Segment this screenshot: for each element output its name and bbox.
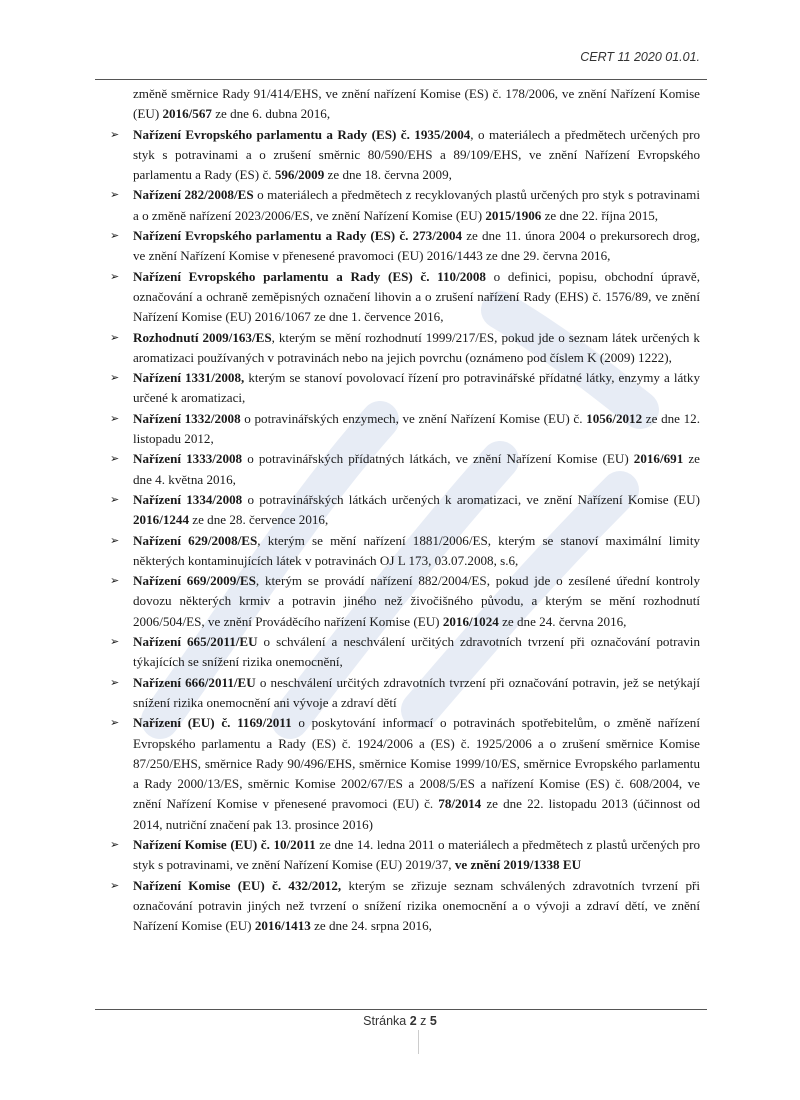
regulation-reference: Nařízení 282/2008/ES [133,187,254,203]
arrow-bullet-icon: ➢ [110,411,120,425]
regulation-reference: Nařízení 1333/2008 [133,451,243,467]
regulation-text: kterým se zřizuje seznam schválených zdravotních tvrzení při označování potravin jiných než tvrzení o snížení rizika onemocnění a o vývoji a zdraví dětí, ve znění Nařízení Komise (EU) [133,877,701,934]
list-item [110,571,700,632]
regulation-text: o potravinářských látkách určených k aromatizaci, ve znění Nařízení Komise (EU) [242,491,700,507]
regulation-text: o neschválení určitých zdravotních tvrzení při označování potravin, jež se netýkají snížení rizika onemocnění ani vývoje a zdraví dětí [133,674,700,710]
list-item [110,632,700,673]
regulation-text: kterým se stanoví povolovací řízení pro potravinářské přídatné látky, enzymy a látky určené k aromatizaci, [133,370,701,406]
arrow-bullet-icon: ➢ [110,452,120,466]
arrow-bullet-icon: ➢ [110,837,120,851]
regulation-text: ze dne 14. ledna 2011 o materiálech a předmětech z plastů určených pro styk s potravinami, ve znění Nařízení Komise (EU) 2019/37, [133,836,701,873]
regulation-text: o materiálech a předmětech z recyklovaných plastů určených pro styk s potravinami a o změně nařízení 2023/2006/ES, ve znění Nařízení Komise (EU) [133,187,700,223]
regulation-text: ze dne 28. července 2016, [189,512,329,528]
regulation-text: o definici, popisu, obchodní úpravě, označování a ochraně zeměpisných označení lihovin a o zrušení nařízení Rady (EHS) č. 1576/89, ve znění Nařízení Komise (EU) 2016/1067 ze dne 1. července 2016, [133,268,700,325]
list-item [110,409,700,450]
regulation-reference: Rozhodnutí 2009/163/ES [133,329,272,345]
regulation-text: změně směrnice Rady 91/414/EHS, ve znění nařízení Komise (ES) č. 178/2006, ve znění Nařízení Komise (EU) [133,86,700,122]
page-label: Stránka [363,1014,407,1028]
regulation-text: ze dne 4. května 2016, [133,451,700,487]
list-item [110,226,700,267]
regulation-text: , o materiálech a předmětech určených pro styk s potravinami a o zrušení směrnic 80/590/EHS a 89/109/EHS, ve znění Nařízení Evropského parlamentu a Rady (ES) č. [133,126,700,183]
regulation-reference: Nařízení Komise (EU) č. 10/2011 [133,836,316,852]
regulation-text: ze dne 24. června 2016, [498,613,627,629]
regulation-text: , kterým se provádí nařízení 882/2004/ES, pokud jde o zesílené úřední kontroly dovozu některých krmiv a potravin jiného než živočišného původu, a kterým se mění rozhodnutí 2006/504/ES, ve znění Prováděcího nařízení Komise (EU) [133,573,700,629]
regulation-reference: 2016/1413 [254,918,311,934]
arrow-bullet-icon: ➢ [110,635,120,649]
arrow-bullet-icon: ➢ [110,878,120,892]
regulation-reference: Nařízení 1334/2008 [133,491,243,507]
list-item [110,328,700,369]
regulation-text: o poskytování informací o potravinách spotřebitelům, o změně nařízení Evropského parlamentu a Rady (ES) č. 1924/2006 a (ES) č. 1925/2006 a o zrušení směrnice Komise 87/250/EHS, směrnice Rady 90/496/EHS, směrnice Komise 1999/10/ES, směrnice Evropského parlamentu a Rady 2000/13/ES, směrnic Komise 2002/67/ES a 2008/5/ES a nařízení Komise (ES) č. 608/2004, ve znění Nařízení Komise v přenesené pravomoci (EU) č. [133,715,700,812]
list-item [110,835,700,876]
arrow-bullet-icon: ➢ [110,492,120,506]
list-item [110,673,700,714]
footer-divider [95,1009,707,1010]
arrow-bullet-icon: ➢ [110,188,120,202]
regulation-reference: 2015/1906 [485,207,542,223]
list-item [110,449,700,490]
regulation-reference: Nařízení 666/2011/EU [133,674,256,690]
arrow-bullet-icon: ➢ [110,574,120,588]
regulation-reference: Nařízení 629/2008/ES [133,532,258,548]
regulation-text: ze dne 22. listopadu 2013 (účinnost od 2014, nutriční značení pak 13. prosince 2016) [133,796,700,832]
regulation-text: ze dne 24. srpna 2016, [310,918,432,934]
regulation-reference: 2016/1024 [442,613,499,629]
regulation-reference: Nařízení Evropského parlamentu a Rady (ES) č. 110/2008 [133,268,486,284]
list-item [110,267,700,328]
list-item [110,876,700,937]
regulation-reference: Nařízení Komise (EU) č. 432/2012, [133,877,342,893]
arrow-bullet-icon: ➢ [110,229,120,243]
regulation-reference: 2016/691 [633,451,684,467]
regulation-text: o potravinářských enzymech, ve znění Nařízení Komise (EU) č. [240,410,587,426]
regulation-text: ze dne 22. října 2015, [541,207,659,223]
arrow-bullet-icon: ➢ [110,675,120,689]
list-item [110,125,700,186]
header-divider [95,79,707,80]
regulation-reference: 596/2009 [274,167,325,183]
regulation-reference: 2016/567 [162,106,212,122]
regulation-reference: ve znění 2019/1338 EU [454,857,582,873]
total-pages: 5 [429,1014,437,1028]
document-code: CERT 11 2020 01.01. [580,50,700,64]
arrow-bullet-icon: ➢ [110,269,120,283]
regulation-reference: 2016/1244 [133,512,190,528]
regulation-reference: Nařízení 665/2011/EU [133,634,258,650]
arrow-bullet-icon: ➢ [110,330,120,344]
regulation-reference: Nařízení 669/2009/ES [133,573,256,589]
regulation-text: ze dne 18. června 2009, [324,167,452,183]
page-sep: z [420,1014,427,1028]
arrow-bullet-icon: ➢ [110,533,120,547]
regulation-reference: Nařízení (EU) č. 1169/2011 [133,715,292,731]
list-item [110,368,700,409]
regulation-text: o potravinářských přídatných látkách, ve znění Nařízení Komise (EU) [242,451,634,467]
regulation-reference: Nařízení Evropského parlamentu a Rady (ES) č. 1935/2004 [133,126,471,142]
list-item [110,490,700,531]
regulation-reference: 78/2014 [438,796,482,812]
regulations-list [110,84,700,936]
regulation-text: ze dne 6. dubna 2016, [211,106,331,122]
regulation-reference: Nařízení Evropského parlamentu a Rady (ES) č. 273/2004 [133,228,463,244]
list-item [110,531,700,572]
arrow-bullet-icon: ➢ [110,716,120,730]
regulation-text: ze dne 11. února 2004 o prekursorech drog, ve znění Nařízení Komise v přenesené pravomoci (EU) 2016/1443 ze dne 29. června 2016, [133,228,701,264]
regulation-reference: 1056/2012 [586,410,643,426]
regulation-reference: Nařízení 1332/2008 [133,410,241,426]
arrow-bullet-icon: ➢ [110,127,120,141]
page-number [0,1014,800,1028]
regulation-text: ze dne 12. listopadu 2012, [133,410,700,447]
current-page: 2 [409,1014,417,1028]
arrow-bullet-icon: ➢ [110,371,120,385]
continuation-text [110,84,700,125]
regulation-text: , kterým se mění nařízení 1881/2006/ES, kterým se stanoví maximální limity některých kontaminujících látek v potravinách OJ L 173, 03.07.2008, s.6, [133,532,701,568]
scan-artifact [418,1030,419,1054]
regulation-text: , kterým se mění rozhodnutí 1999/217/ES, pokud jde o seznam látek určených k aromatizaci používaných v potravinách nebo na jejich povrchu (oznámeno pod číslem K (2009) 1222), [133,329,700,365]
regulation-text: o schválení a neschválení určitých zdravotních tvrzení při označování potravin týkajících se snížení rizika onemocnění, [133,634,700,670]
list-item [110,185,700,226]
regulation-reference: Nařízení 1331/2008, [133,370,245,386]
list-item [110,713,700,835]
